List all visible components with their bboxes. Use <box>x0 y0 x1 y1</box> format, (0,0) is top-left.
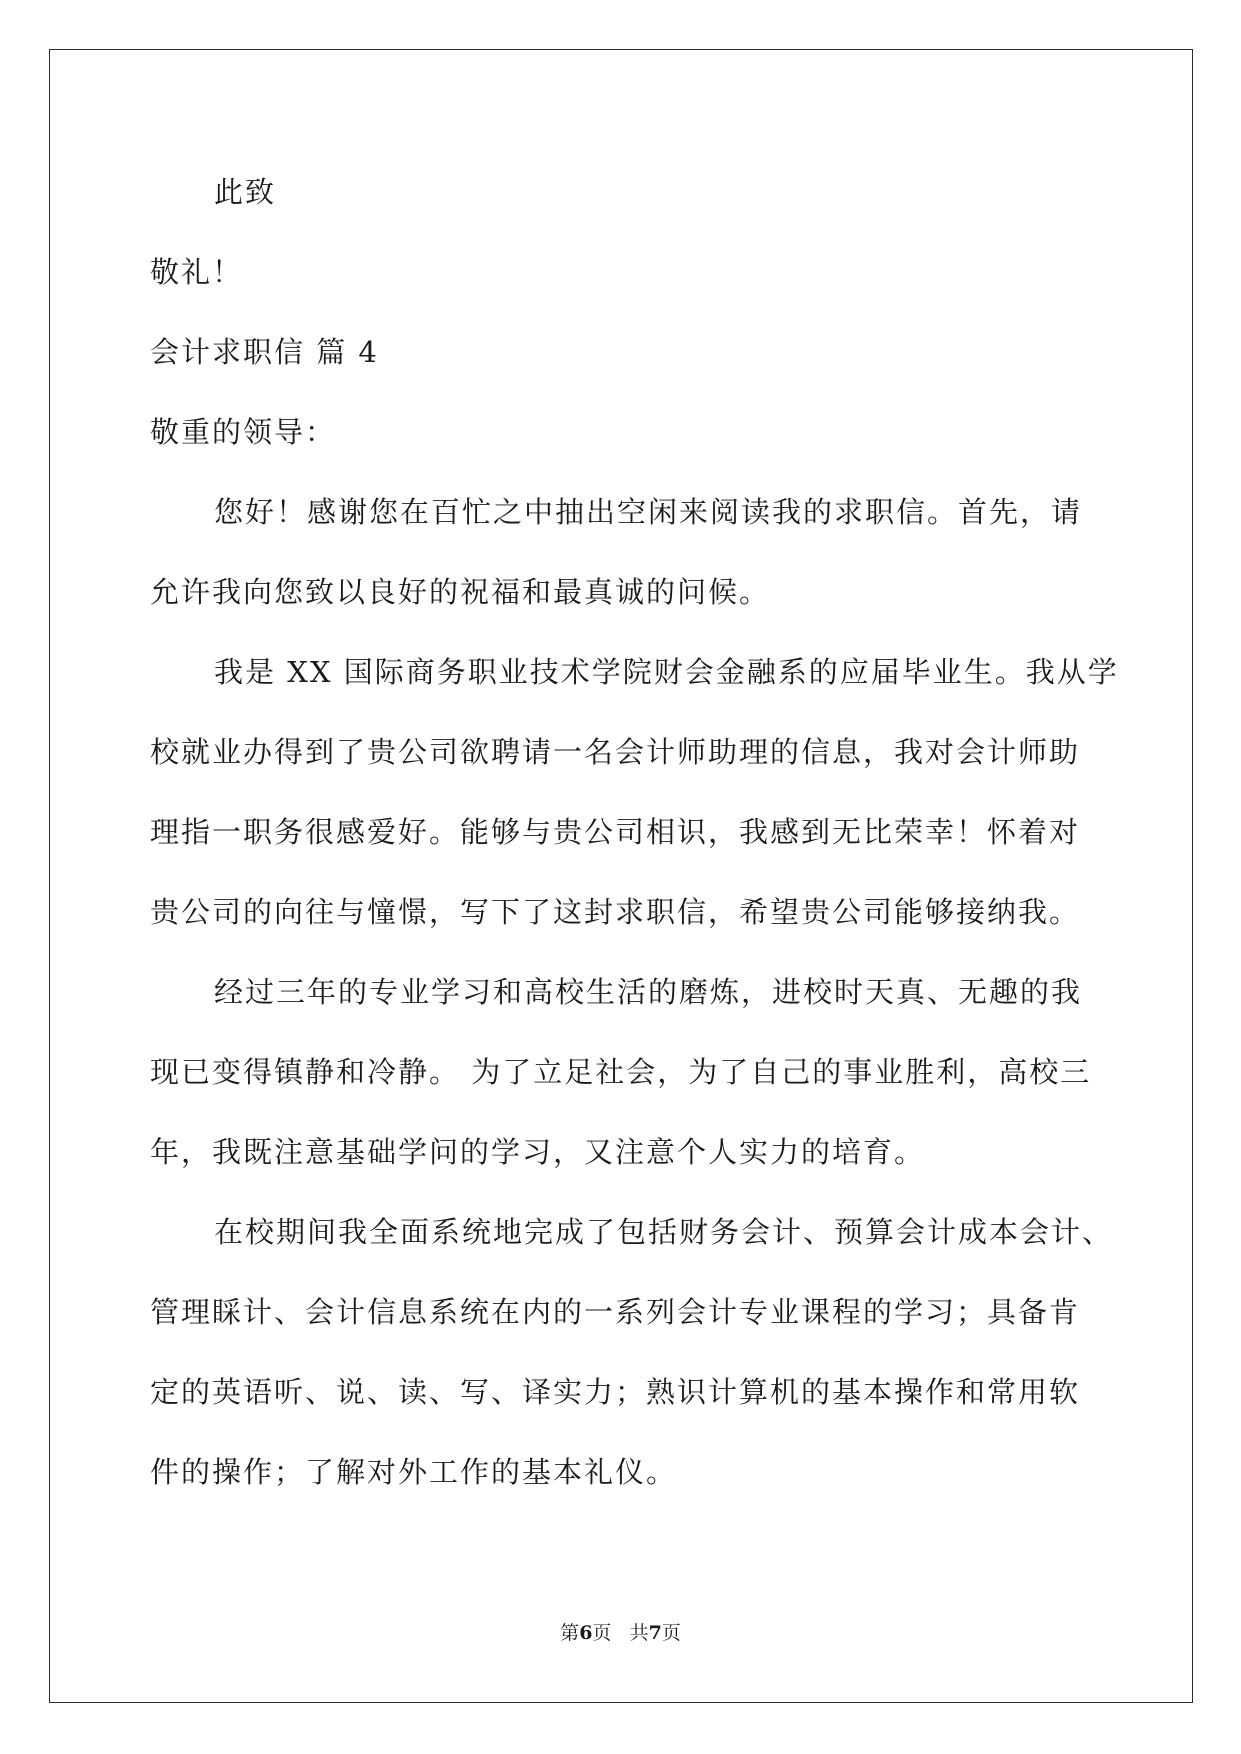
total-pages: 7 <box>648 1622 662 1644</box>
paragraph-line: 定的英语听、说、读、写、译实力；熟识计算机的基本操作和常用软 <box>150 1375 1081 1409</box>
paragraph-line: 贵公司的向往与憧憬，写下了这封求职信，希望贵公司能够接纳我。 <box>150 895 1081 929</box>
paragraph-line: 您好！感谢您在百忙之中抽出空闲来阅读我的求职信。首先，请 <box>214 495 1083 529</box>
page-prefix: 第 <box>560 1622 580 1644</box>
salutation: 敬重的领导： <box>150 415 337 449</box>
page-number: 6 <box>579 1622 593 1644</box>
paragraph-line: 件的操作；了解对外工作的基本礼仪。 <box>150 1455 678 1489</box>
paragraph-line: 校就业办得到了贵公司欲聘请一名会计师助理的信息，我对会计师助 <box>150 735 1081 769</box>
paragraph-line: 年，我既注意基础学问的学习，又注意个人实力的培育。 <box>150 1135 926 1169</box>
page-suffix: 页 <box>592 1622 612 1644</box>
total-suffix: 页 <box>661 1622 681 1644</box>
paragraph-line: 理指一职务很感爱好。能够与贵公司相识，我感到无比荣幸！怀着对 <box>150 815 1081 849</box>
page-footer <box>0 1621 1241 1645</box>
paragraph-line: 我是 XX 国际商务职业技术学院财会金融系的应届毕业生。我从学 <box>214 655 1119 689</box>
closing-line-1: 此致 <box>214 175 277 209</box>
closing-line-2: 敬礼！ <box>150 255 244 289</box>
paragraph-line: 在校期间我全面系统地完成了包括财务会计、预算会计成本会计、 <box>214 1215 1114 1249</box>
section-heading: 会计求职信 篇 4 <box>150 335 379 369</box>
total-prefix: 共 <box>629 1622 649 1644</box>
paragraph-line: 现已变得镇静和冷静。 为了立足社会，为了自己的事业胜利，高校三 <box>150 1055 1092 1089</box>
paragraph-line: 允许我向您致以良好的祝福和最真诚的问候。 <box>150 575 771 609</box>
paragraph-line: 管理睬计、会计信息系统在内的一系列会计专业课程的学习；具备肯 <box>150 1295 1081 1329</box>
paragraph-line: 经过三年的专业学习和高校生活的磨炼，进校时天真、无趣的我 <box>214 975 1083 1009</box>
